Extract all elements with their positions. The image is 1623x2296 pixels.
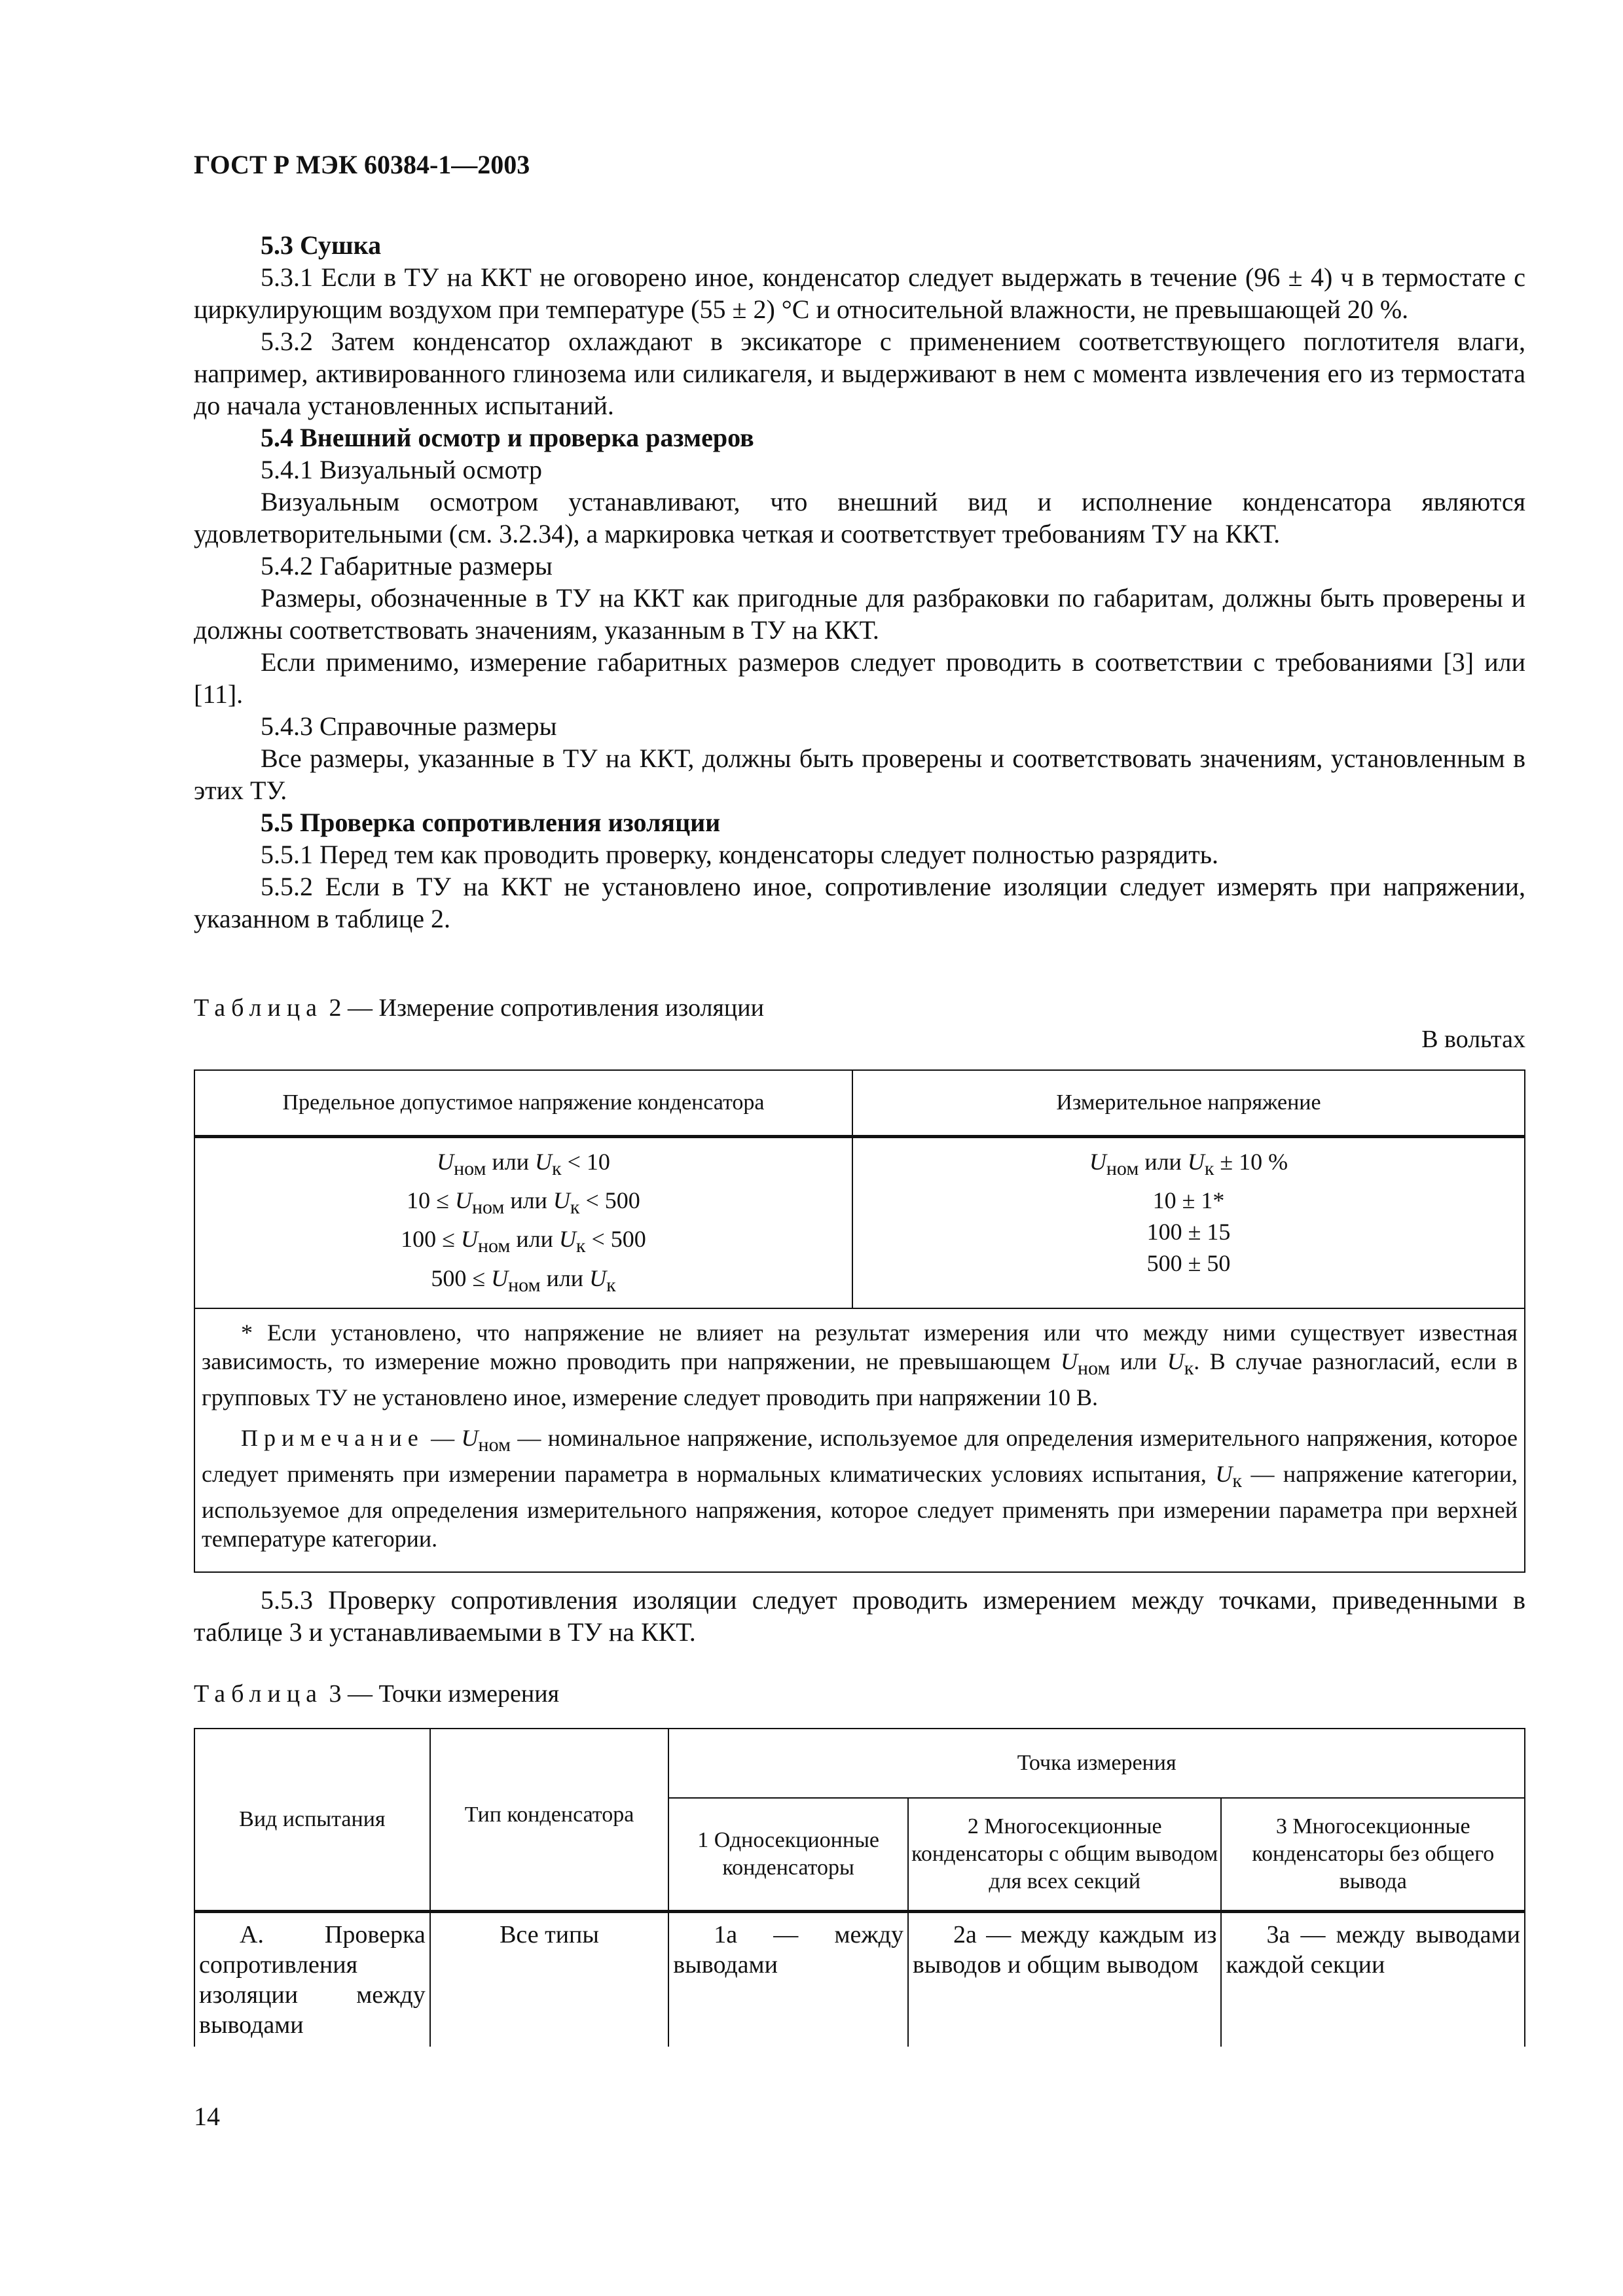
- page-number: 14: [194, 2102, 220, 2131]
- table3-cell-point-2: 2а — между каждым из выводов и общим выводом: [908, 1912, 1221, 2047]
- table2-caption: [194, 994, 764, 1022]
- section-heading-5-5: 5.5 Проверка сопротивления изоляции: [261, 808, 721, 837]
- table3-header-multi-common: 2 Многосекционные конденсаторы с общим выводом для всех секций: [908, 1798, 1221, 1912]
- table2-measuring-voltage-cell: [852, 1137, 1525, 1308]
- paragraph-5-3-2: 5.3.2 Затем конденсатор охлаждают в эксикаторе с применением соответствующего поглотителя влаги, например, активированного глинозема или силикагеля, и выдерживают в нем с момента извлечения его из термостата до начала установленных испытаний.: [194, 327, 1525, 420]
- paragraph-5-5-3: 5.5.3 Проверку сопротивления изоляции следует проводить измерением между точками, приведенными в таблице 3 и устанавливаемыми в ТУ на ККТ.: [194, 1585, 1525, 1647]
- paragraph-5-3-1: 5.3.1 Если в ТУ на ККТ не оговорено иное, конденсатор следует выдержать в течение (96 ± 4) ч в термостате с циркулирующим воздухом при температуре (55 ± 2) °С и относительной влажности, не превышающей 20 %.: [194, 262, 1525, 324]
- table3-cell-type: Все типы: [430, 1912, 669, 2047]
- table3-caption: [194, 1679, 559, 1708]
- table3-caption-word: Таблица: [194, 1680, 323, 1708]
- table3-header-measurement-point: Точка измерения: [668, 1729, 1525, 1798]
- paragraph-5-4-2a: Размеры, обозначенные в ТУ на ККТ как пригодные для разбраковки по габаритам, должны быть проверены и должны соответствовать значениям, указанным в ТУ на ККТ.: [194, 583, 1525, 645]
- table2-footnote: * Если установлено, что напряжение не влияет на результат измерения или что между ними существует известная зависимость, то измерение можно проводить при напряжении, не превышающем $U_{ном}$ или $U_к$. В случае разногласий, если в групповых ТУ не установлено иное, измерение следует проводить при напряжении 10 В.: [202, 1319, 1518, 1410]
- table2: [194, 1069, 1525, 1573]
- table3-row-a: [194, 1912, 1525, 2047]
- paragraph-5-5-3-block: [194, 1584, 1525, 1648]
- table3-cell-point-1: 1а — между выводами: [668, 1912, 908, 2047]
- table3-header-capacitor-type: Тип конденсатора: [430, 1729, 669, 1912]
- table3-header-single-section: 1 Односекционные конденсаторы: [668, 1798, 908, 1912]
- document-header: ГОСТ Р МЭК 60384-1—2003: [194, 150, 530, 179]
- table2-header-max-voltage: Предельное допустимое напряжение конденсатора: [194, 1070, 852, 1137]
- table2-notes-row: [194, 1308, 1525, 1573]
- table3-cell-point-3: 3а — между выводами каждой секции: [1221, 1912, 1525, 2047]
- paragraph-5-4-2b: Если применимо, измерение габаритных размеров следует проводить в соответствии с требованиями [3] или [11].: [194, 647, 1525, 709]
- table2-note: Примечание — $U_{ном}$ — номинальное напряжение, используемое для определения измерительного напряжения, которое следует применять при измерении параметра в нормальных климатических условиях испытания, $U_к$ — напряжение категории, используемое для определения измерительного напряжения, которое следует применять при измерении параметра при верхней температуре категории.: [202, 1424, 1518, 1552]
- table2-header-measuring-voltage: Измерительное напряжение: [852, 1070, 1525, 1137]
- table3-cell-test: А. Проверка сопротивления изоляции между выводами: [194, 1912, 430, 2047]
- table2-notes-cell: [194, 1308, 1525, 1573]
- paragraph-5-5-2: 5.5.2 Если в ТУ на ККТ не установлено иное, сопротивление изоляции следует измерять при напряжении, указанном в таблице 2.: [194, 872, 1525, 933]
- table2-caption-text: 2 — Измерение сопротивления изоляции: [329, 994, 764, 1022]
- table3-header-test-type: Вид испытания: [194, 1729, 430, 1912]
- table3: [194, 1728, 1525, 2047]
- table2-row-2-c2: 10 ± 1*: [1152, 1187, 1225, 1214]
- table3-caption-text: 3 — Точки измерения: [329, 1680, 560, 1708]
- table3-header-row-1: [194, 1729, 1525, 1798]
- table2-row-1-c1: $U_{ном}$ или $U_к < 10$: [437, 1149, 610, 1180]
- paragraph-5-4-1: Визуальным осмотром устанавливают, что внешний вид и исполнение конденсатора являются удовлетворительными (см. 3.2.34), а маркировка четкая и соответствует требованиям ТУ на ККТ.: [194, 487, 1525, 548]
- table2-row-3-c2: 100 ± 15: [1146, 1219, 1231, 1246]
- table2-row-3-c1: $100 \le U_{ном}$ или $U_к < 500$: [401, 1226, 646, 1257]
- table2-row-4-c2: 500 ± 50: [1146, 1250, 1231, 1277]
- section-heading-5-4: 5.4 Внешний осмотр и проверка размеров: [261, 423, 754, 452]
- table2-caption-word: Таблица: [194, 994, 323, 1022]
- table2-values-row: [194, 1137, 1525, 1308]
- subheading-5-4-1: 5.4.1 Визуальный осмотр: [261, 455, 543, 484]
- subheading-5-4-3: 5.4.3 Справочные размеры: [261, 711, 557, 741]
- section-heading-5-3: 5.3 Сушка: [261, 230, 382, 260]
- table2-row-2-c1: $10 \le U_{ном}$ или $U_к < 500$: [407, 1187, 640, 1219]
- table2-unit: В вольтах: [1421, 1026, 1525, 1053]
- subheading-5-4-2: 5.4.2 Габаритные размеры: [261, 551, 553, 581]
- table2-max-voltage-cell: [194, 1137, 852, 1308]
- table2-row-4-c1: $500 \le U_{ном}$ или $U_к$: [431, 1265, 616, 1296]
- body-text: [194, 229, 1525, 935]
- paragraph-5-4-3: Все размеры, указанные в ТУ на ККТ, должны быть проверены и соответствовать значениям, установленным в этих ТУ.: [194, 744, 1525, 805]
- table3-header-multi-no-common: 3 Многосекционные конденсаторы без общего вывода: [1221, 1798, 1525, 1912]
- table2-header-row: [194, 1070, 1525, 1137]
- paragraph-5-5-1: 5.5.1 Перед тем как проводить проверку, конденсаторы следует полностью разрядить.: [261, 840, 1218, 869]
- table2-row-1-c2: $U_{ном}$ или $U_к \pm 10$ %: [1089, 1149, 1288, 1180]
